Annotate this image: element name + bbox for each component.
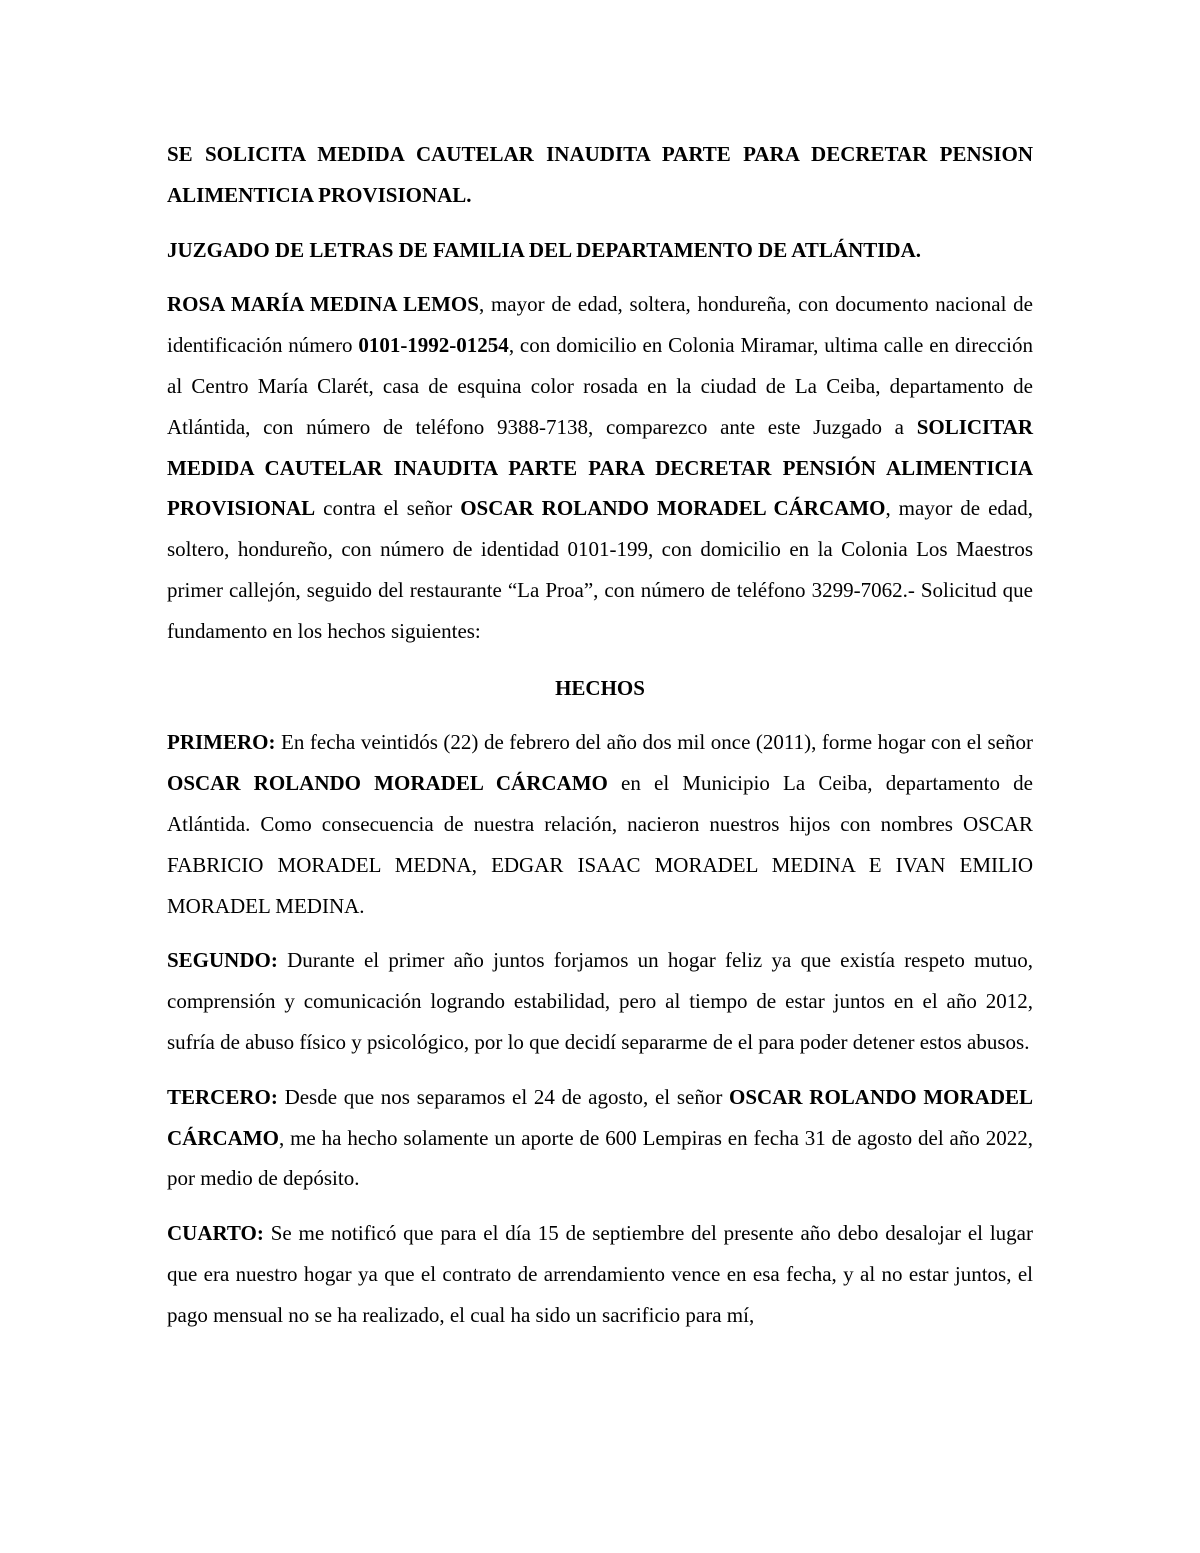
fact-first-text-2: en el Municipio La Ceiba, departamento de Atlántida. Como consecuencia de nuestra relación, nacieron nuestros hijos con nombres OSCAR FABRICIO MORADEL MEDNA, EDGAR ISAAC MORADEL MEDINA E IVAN EMILIO MORADEL MEDINA. bbox=[167, 771, 1033, 918]
fact-first-label: PRIMERO: bbox=[167, 730, 276, 755]
fact-first-name: OSCAR ROLANDO MORADEL CÁRCAMO bbox=[167, 771, 608, 796]
intro-text-1: , mayor de edad, soltera, hondureña, con documento nacional de identificación número bbox=[167, 292, 1033, 358]
defendant-name: OSCAR ROLANDO MORADEL CÁRCAMO bbox=[460, 496, 886, 521]
fact-first-text-1: En fecha veintidós (22) de febrero del año dos mil once (2011), forme hogar con el señor bbox=[275, 730, 1033, 755]
intro-paragraph bbox=[167, 284, 1033, 651]
plaintiff-name: ROSA MARÍA MEDINA LEMOS bbox=[167, 292, 479, 317]
fact-third bbox=[167, 1077, 1033, 1199]
facts-heading: HECHOS bbox=[555, 675, 645, 700]
fact-fourth-text: Se me notificó que para el día 15 de septiembre del presente año debo desalojar el lugar que era nuestro hogar ya que el contrato de arrendamiento vence en esa fecha, y al no estar juntos, el pago mensual no se ha realizado, el cual ha sido un sacrificio para mí, bbox=[167, 1221, 1033, 1327]
fact-fourth-label: CUARTO: bbox=[167, 1221, 264, 1246]
fact-third-name: OSCAR ROLANDO MORADEL CÁRCAMO bbox=[167, 1084, 1033, 1150]
intro-text-3: contra el señor bbox=[315, 496, 461, 521]
request-statement: SOLICITAR MEDIDA CAUTELAR INAUDITA PARTE PARA DECRETAR PENSIÓN ALIMENTICIA PROVISIONAL bbox=[167, 414, 1033, 521]
court-heading: JUZGADO DE LETRAS DE FAMILIA DEL DEPARTAMENTO DE ATLÁNTIDA. bbox=[167, 237, 922, 262]
fact-third-text-2: , me ha hecho solamente un aporte de 600 Lempiras en fecha 31 de agosto del año 2022, por medio de depósito. bbox=[167, 1125, 1033, 1191]
fact-third-label: TERCERO: bbox=[167, 1084, 278, 1109]
intro-text-4: , mayor de edad, soltero, hondureño, con número de identidad 0101-199, con domicilio en la Colonia Los Maestros primer callejón, seguido del restaurante “La Proa”, con número de teléfono 3299-7062.- Solicitud que fundamento en los hechos siguientes: bbox=[167, 496, 1033, 643]
fact-fourth bbox=[167, 1213, 1033, 1335]
document-title: SE SOLICITA MEDIDA CAUTELAR INAUDITA PARTE PARA DECRETAR PENSION ALIMENTICIA PROVISIONAL. bbox=[167, 142, 1033, 207]
plaintiff-id-number: 0101-1992-01254 bbox=[358, 333, 509, 358]
fact-first bbox=[167, 722, 1033, 926]
intro-text-2: , con domicilio en Colonia Miramar, ultima calle en dirección al Centro María Clarét, casa de esquina color rosada en la ciudad de La Ceiba, departamento de Atlántida, con número de teléfono 9388-7138, comparezco ante este Juzgado a bbox=[167, 333, 1033, 439]
fact-second-text: Durante el primer año juntos forjamos un hogar feliz ya que existía respeto mutuo, comprensión y comunicación logrando estabilidad, pero al tiempo de estar juntos en el año 2012, sufría de abuso físico y psicológico, por lo que decidí separarme de el para poder detener estos abusos. bbox=[167, 948, 1033, 1054]
fact-second-label: SEGUNDO: bbox=[167, 948, 278, 973]
fact-third-text-1: Desde que nos separamos el 24 de agosto, el señor bbox=[277, 1084, 730, 1109]
fact-second bbox=[167, 940, 1033, 1062]
